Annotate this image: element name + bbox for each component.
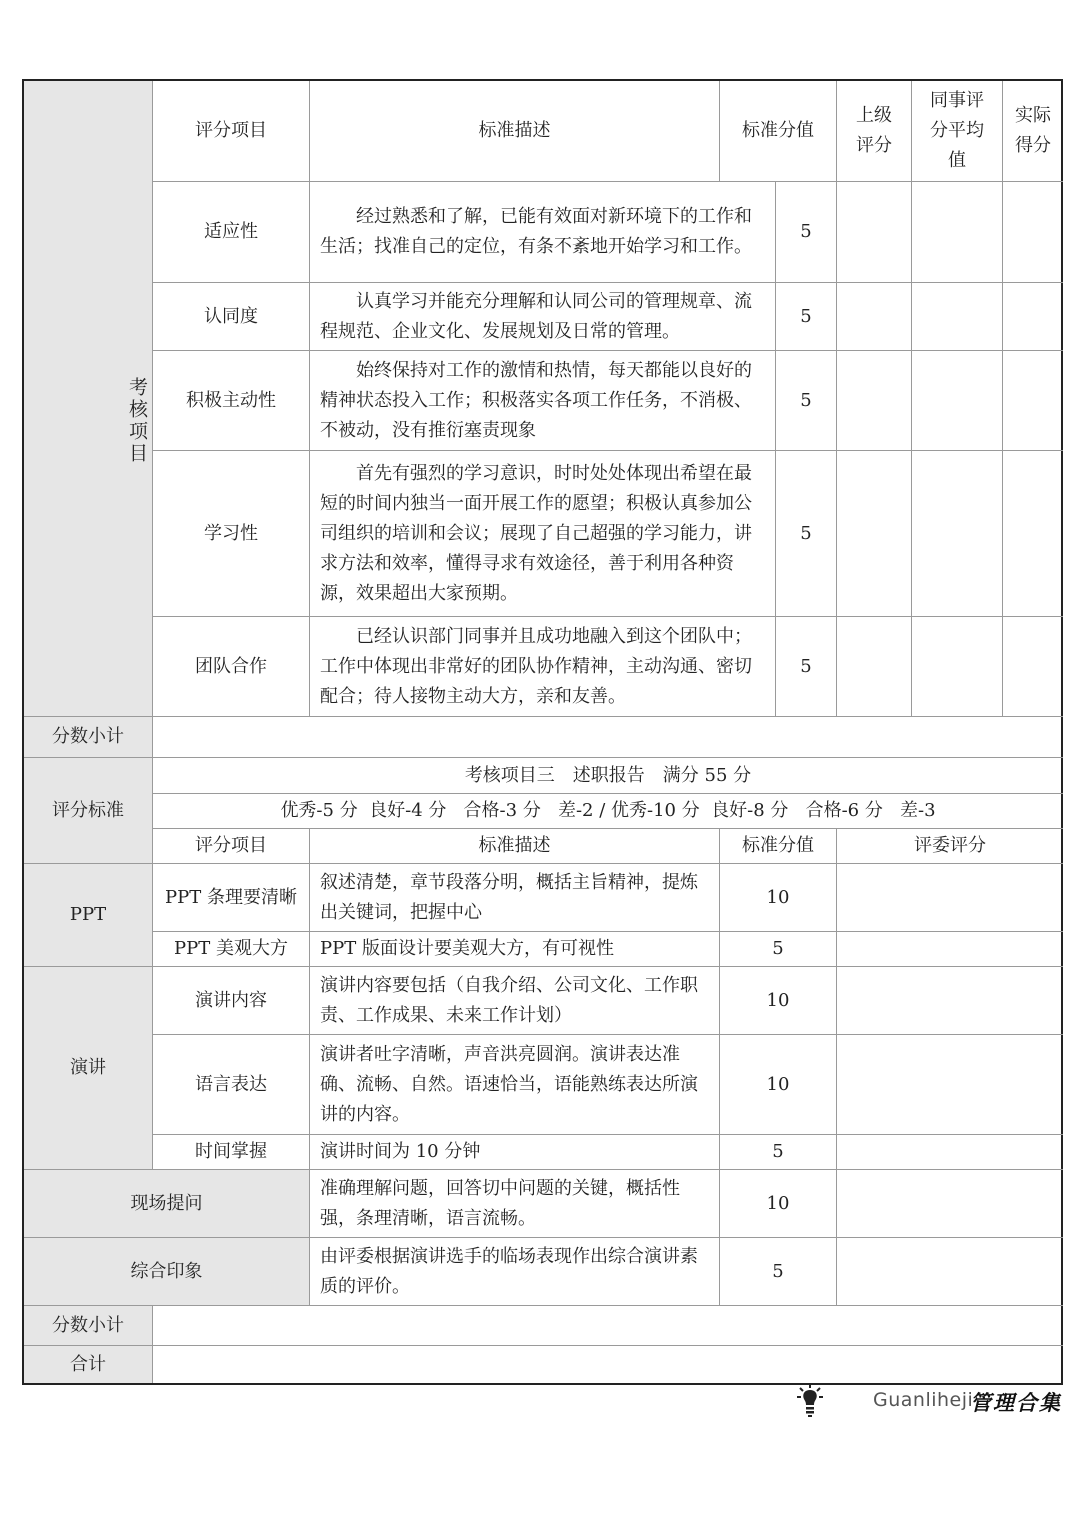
judge-ppt-clarity bbox=[837, 864, 1063, 932]
peer-learning bbox=[912, 451, 1003, 617]
actual-identification bbox=[1003, 283, 1063, 351]
total-label: 合计 bbox=[24, 1346, 153, 1383]
group-speech: 演讲 bbox=[24, 967, 153, 1170]
header2-description: 标准描述 bbox=[310, 829, 720, 864]
actual-adaptability bbox=[1003, 182, 1063, 283]
lightbulb-icon bbox=[797, 1384, 823, 1418]
header-actual-score: 实际得分 bbox=[1003, 81, 1063, 182]
score-ppt-clarity: 10 bbox=[720, 864, 837, 932]
peer-initiative bbox=[912, 351, 1003, 451]
item-time: 时间掌握 bbox=[153, 1135, 310, 1170]
peer-adaptability bbox=[912, 182, 1003, 283]
score-time: 5 bbox=[720, 1135, 837, 1170]
header2-item: 评分项目 bbox=[153, 829, 310, 864]
judge-ppt-design bbox=[837, 932, 1063, 967]
desc-impression: 由评委根据演讲选手的临场表现作出综合演讲素质的评价。 bbox=[310, 1238, 720, 1306]
header-item: 评分项目 bbox=[153, 81, 310, 182]
actual-initiative bbox=[1003, 351, 1063, 451]
item-adaptability: 适应性 bbox=[153, 182, 310, 283]
sup-teamwork bbox=[837, 617, 912, 717]
score-teamwork: 5 bbox=[776, 617, 837, 717]
item-teamwork: 团队合作 bbox=[153, 617, 310, 717]
desc-qa: 准确理解问题，回答切中问题的关键，概括性强，条理清晰，语言流畅。 bbox=[310, 1170, 720, 1238]
header2-judge-score: 评委评分 bbox=[837, 829, 1063, 864]
peer-teamwork bbox=[912, 617, 1003, 717]
score-learning: 5 bbox=[776, 451, 837, 617]
desc-speech-content: 演讲内容要包括（自我介绍、公司文化、工作职责、工作成果、未来工作计划） bbox=[310, 967, 720, 1035]
evaluation-table bbox=[22, 79, 1063, 1385]
sup-initiative bbox=[837, 351, 912, 451]
total-value bbox=[153, 1346, 1063, 1383]
score-identification: 5 bbox=[776, 283, 837, 351]
item-impression: 综合印象 bbox=[24, 1238, 310, 1306]
group-ppt: PPT bbox=[24, 864, 153, 967]
desc-learning: 首先有强烈的学习意识，时时处处体现出希望在最短的时间内独当一面开展工作的愿望；积极认真参加公司组织的培训和会议；展现了自己超强的学习能力，讲求方法和效率，懂得寻求有效途径，善于利用各种资源，效果超出大家预期。 bbox=[310, 451, 776, 617]
desc-time: 演讲时间为 10 分钟 bbox=[310, 1135, 720, 1170]
item-language: 语言表达 bbox=[153, 1035, 310, 1135]
desc-teamwork: 已经认识部门同事并且成功地融入到这个团队中；工作中体现出非常好的团队协作精神，主动沟通、密切配合；待人接物主动大方，亲和友善。 bbox=[310, 617, 776, 717]
item-learning: 学习性 bbox=[153, 451, 310, 617]
sup-identification bbox=[837, 283, 912, 351]
footer-branding bbox=[0, 1382, 1080, 1422]
subtotal-value-2 bbox=[153, 1306, 1063, 1346]
judge-qa bbox=[837, 1170, 1063, 1238]
header2-standard-score: 标准分值 bbox=[720, 829, 837, 864]
desc-language: 演讲者吐字清晰，声音洪亮圆润。演讲表达准确、流畅、自然。语速恰当，语能熟练表达所演讲的内容。 bbox=[310, 1035, 720, 1135]
actual-learning bbox=[1003, 451, 1063, 617]
desc-initiative: 始终保持对工作的激情和热情，每天都能以良好的精神状态投入工作；积极落实各项工作任务，不消极、不被动，没有推衍塞责现象 bbox=[310, 351, 776, 451]
item-speech-content: 演讲内容 bbox=[153, 967, 310, 1035]
judge-speech-content bbox=[837, 967, 1063, 1035]
item-initiative: 积极主动性 bbox=[153, 351, 310, 451]
item-qa: 现场提问 bbox=[24, 1170, 310, 1238]
section-title: 考核项目三 述职报告 满分 55 分 bbox=[153, 758, 1063, 794]
judge-time bbox=[837, 1135, 1063, 1170]
score-ppt-design: 5 bbox=[720, 932, 837, 967]
item-ppt-clarity: PPT 条理要清晰 bbox=[153, 864, 310, 932]
header-standard-score: 标准分值 bbox=[720, 81, 837, 182]
desc-identification: 认真学习并能充分理解和认同公司的管理规章、流程规范、企业文化、发展规划及日常的管理。 bbox=[310, 283, 776, 351]
subtotal-value-1 bbox=[153, 717, 1063, 758]
actual-teamwork bbox=[1003, 617, 1063, 717]
subtotal-label-1: 分数小计 bbox=[24, 717, 153, 758]
desc-ppt-design: PPT 版面设计要美观大方，有可视性 bbox=[310, 932, 720, 967]
item-identification: 认同度 bbox=[153, 283, 310, 351]
judge-language bbox=[837, 1035, 1063, 1135]
scoring-standard-label: 评分标准 bbox=[24, 758, 153, 864]
brand-name-en: Guanliheji bbox=[873, 1389, 974, 1411]
row-header-assessment-item: 考核项目 bbox=[24, 81, 153, 717]
subtotal-label-2: 分数小计 bbox=[24, 1306, 153, 1346]
desc-ppt-clarity: 叙述清楚，章节段落分明，概括主旨精神，提炼出关键词，把握中心 bbox=[310, 864, 720, 932]
item-ppt-design: PPT 美观大方 bbox=[153, 932, 310, 967]
header-supervisor-score: 上级评分 bbox=[837, 81, 912, 182]
peer-identification bbox=[912, 283, 1003, 351]
judge-impression bbox=[837, 1238, 1063, 1306]
score-qa: 10 bbox=[720, 1170, 837, 1238]
brand-name-cn: 管理合集 bbox=[970, 1390, 1062, 1415]
desc-adaptability: 经过熟悉和了解，已能有效面对新环境下的工作和生活；找准自己的定位，有条不紊地开始学习和工作。 bbox=[310, 182, 776, 283]
score-initiative: 5 bbox=[776, 351, 837, 451]
header-description: 标准描述 bbox=[310, 81, 720, 182]
header-peer-average: 同事评分平均值 bbox=[912, 81, 1003, 182]
grade-standards: 优秀-5 分 良好-4 分 合格-3 分 差-2 / 优秀-10 分 良好-8 分 合格-6 分 差-3 bbox=[153, 794, 1063, 829]
score-speech-content: 10 bbox=[720, 967, 837, 1035]
score-adaptability: 5 bbox=[776, 182, 837, 283]
sup-learning bbox=[837, 451, 912, 617]
score-impression: 5 bbox=[720, 1238, 837, 1306]
score-language: 10 bbox=[720, 1035, 837, 1135]
sup-adaptability bbox=[837, 182, 912, 283]
